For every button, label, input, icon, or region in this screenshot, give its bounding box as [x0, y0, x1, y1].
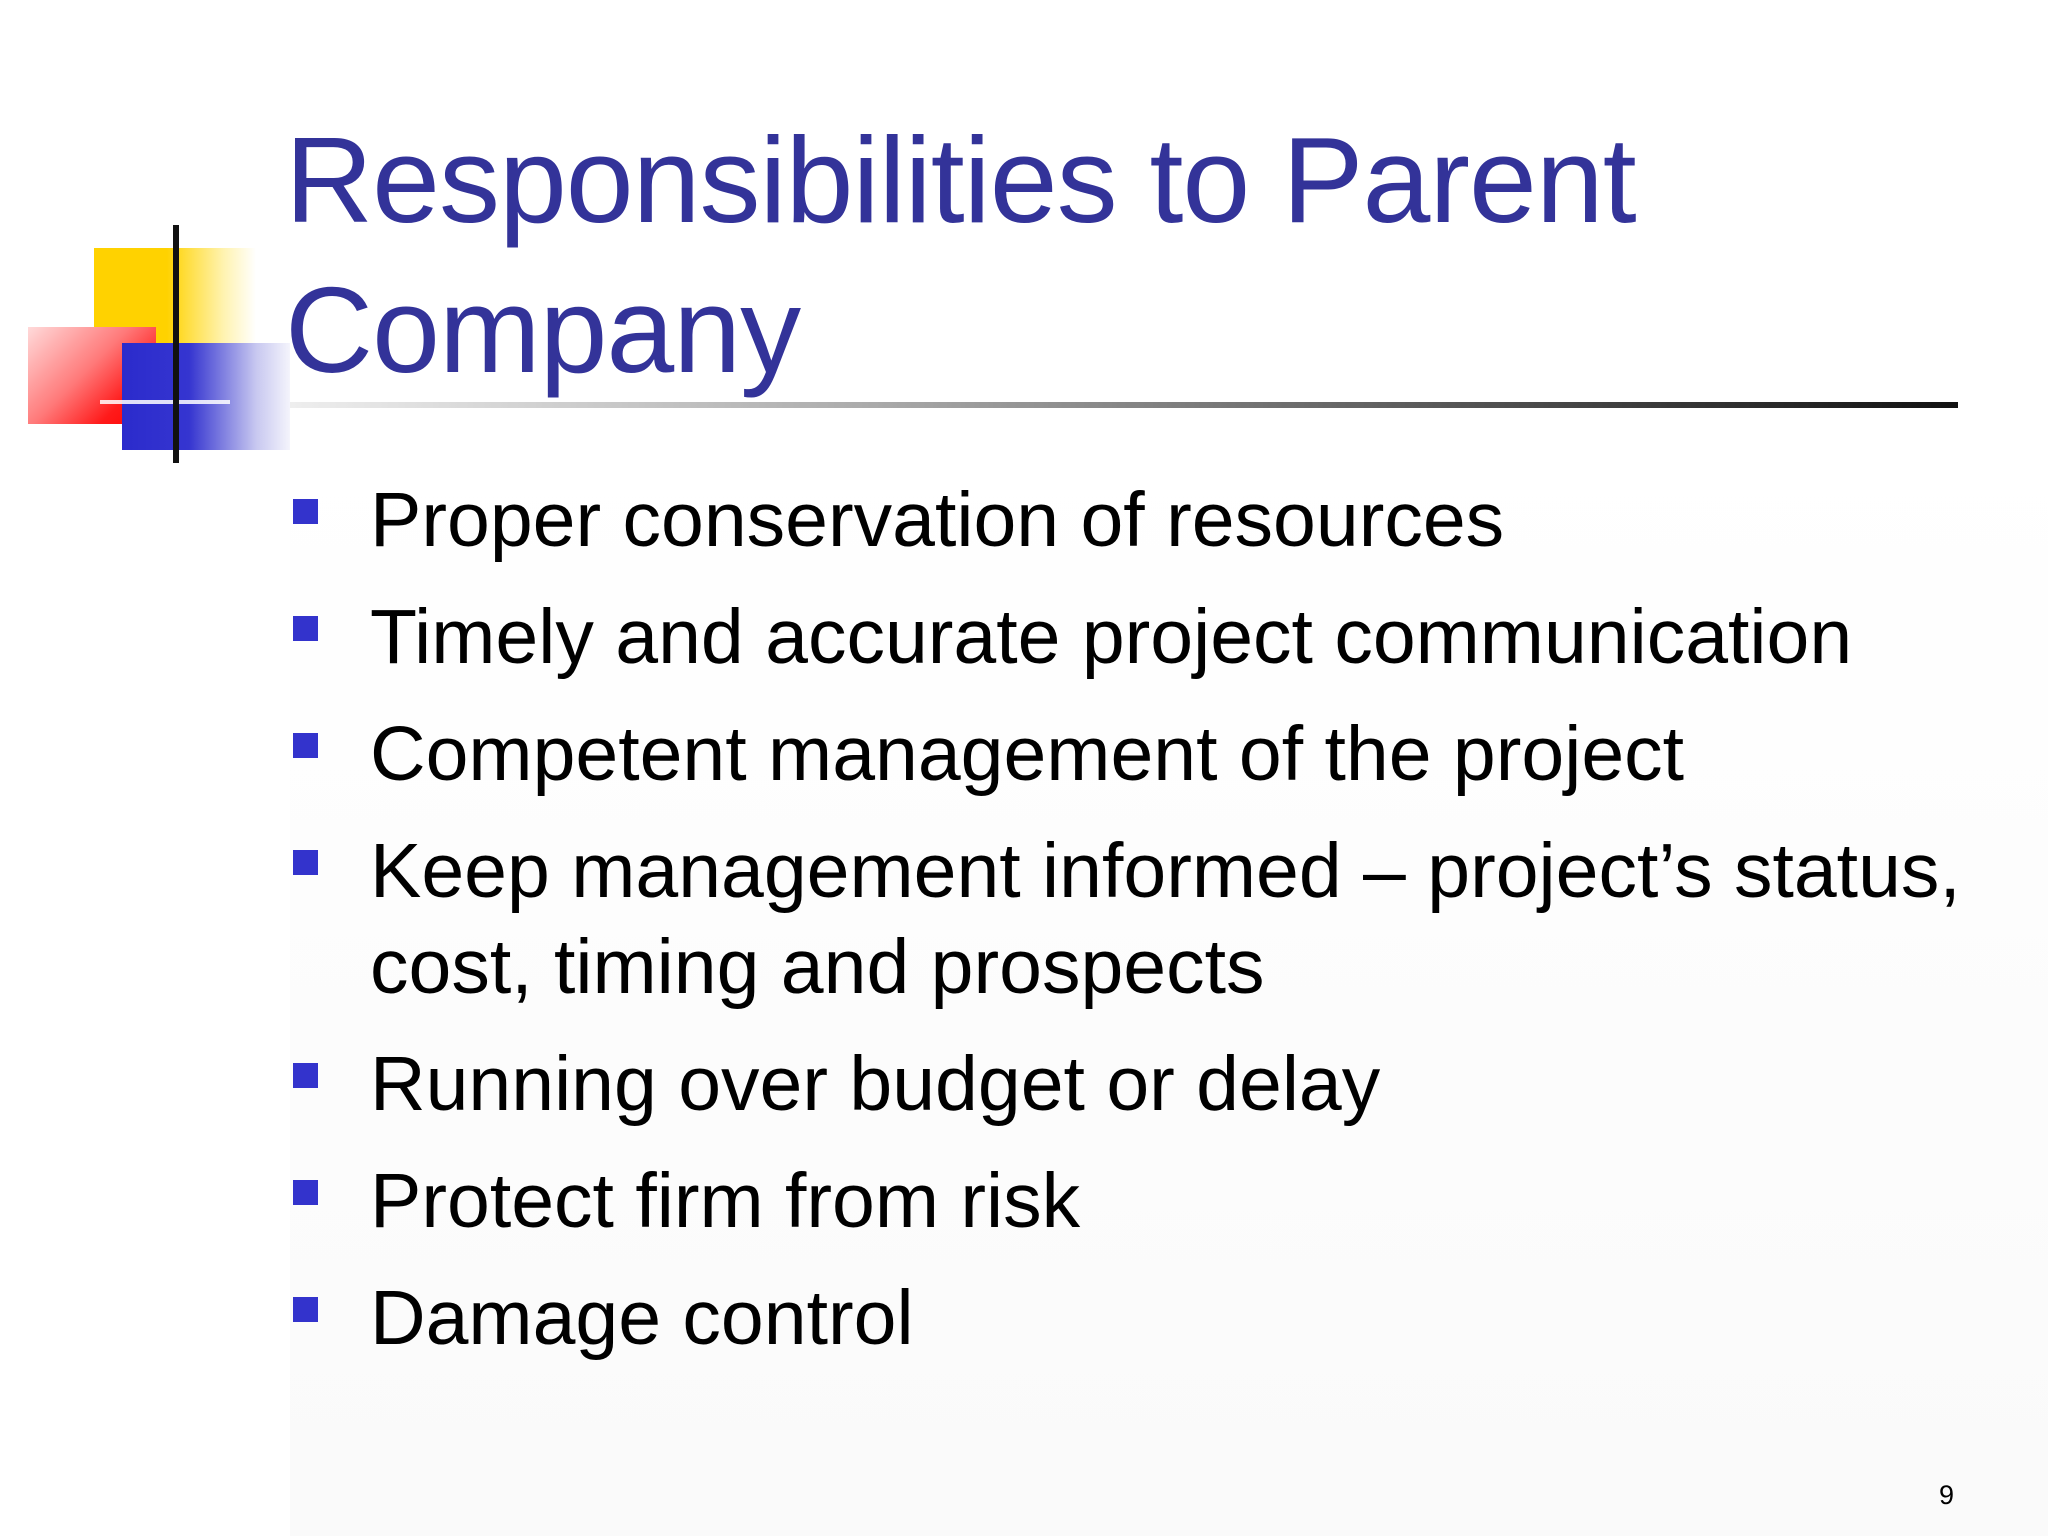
square-bullet-icon — [293, 1180, 318, 1205]
square-bullet-icon — [293, 616, 318, 641]
slide-title: Responsibilities to Parent Company — [285, 112, 1636, 398]
bullet-text: Keep management informed – project’s status, cost, timing and prospects — [370, 828, 1961, 1010]
bullet-item — [290, 706, 2010, 802]
bullet-text: Competent management of the project — [370, 711, 1685, 797]
square-bullet-icon — [293, 850, 318, 875]
bullet-list — [290, 472, 2010, 1387]
bullet-item — [290, 589, 2010, 685]
bullet-item — [290, 1270, 2010, 1366]
bullet-text: Proper conservation of resources — [370, 477, 1505, 563]
bullet-item — [290, 823, 2010, 1015]
blue-block — [122, 343, 290, 450]
bullet-item — [290, 472, 2010, 568]
logo-vertical-line — [173, 225, 179, 463]
logo-horizontal-line — [100, 400, 230, 404]
page-number: 9 — [1938, 1480, 1954, 1510]
square-bullet-icon — [293, 499, 318, 524]
bullet-item — [290, 1036, 2010, 1132]
bullet-item — [290, 1153, 2010, 1249]
square-bullet-icon — [293, 1063, 318, 1088]
bullet-text: Running over budget or delay — [370, 1041, 1381, 1127]
bullet-text: Damage control — [370, 1275, 914, 1361]
square-bullet-icon — [293, 1297, 318, 1322]
bullet-text: Timely and accurate project communication — [370, 594, 1853, 680]
square-bullet-icon — [293, 733, 318, 758]
bullet-text: Protect firm from risk — [370, 1158, 1081, 1244]
title-divider — [290, 402, 1958, 408]
